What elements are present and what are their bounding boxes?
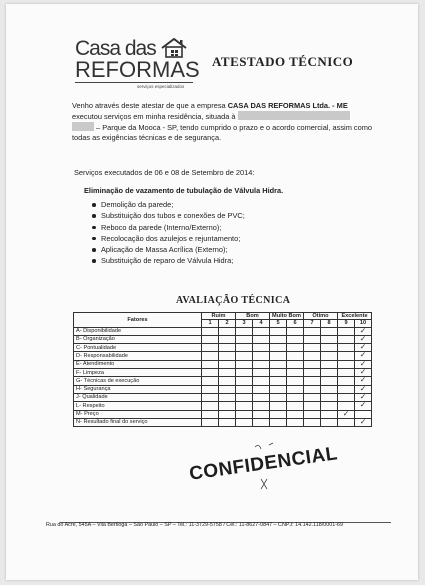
score-cell xyxy=(321,369,338,377)
score-cell xyxy=(236,377,253,385)
score-cell xyxy=(287,327,304,335)
score-cell xyxy=(236,385,253,393)
score-cell xyxy=(202,385,219,393)
table-row xyxy=(74,344,372,352)
confidential-stamp: CONFIDENCIAL xyxy=(188,443,340,485)
score-cell xyxy=(202,418,219,426)
factor-label: L- Respeito xyxy=(74,402,202,410)
table-row xyxy=(74,335,372,343)
score-cell xyxy=(321,393,338,401)
score-cell xyxy=(236,410,253,418)
score-cell xyxy=(253,360,270,368)
score-cell xyxy=(219,352,236,360)
score-cell xyxy=(253,327,270,335)
score-cell xyxy=(338,344,355,352)
score-cell xyxy=(321,385,338,393)
logo-rule xyxy=(75,82,193,83)
score-cell xyxy=(304,385,321,393)
check-mark-icon: ✓ xyxy=(359,383,367,393)
score-cell xyxy=(236,352,253,360)
score-cell xyxy=(236,369,253,377)
score-cell xyxy=(253,393,270,401)
score-cell xyxy=(202,410,219,418)
score-cell xyxy=(287,385,304,393)
score-cell xyxy=(253,344,270,352)
document-title: ATESTADO TÉCNICO xyxy=(212,54,354,69)
factor-label: F- Limpeza xyxy=(74,369,202,377)
score-header: 4 xyxy=(253,320,270,327)
company-name: CASA DAS REFORMAS Ltda. - ME xyxy=(227,101,348,110)
score-header: 10 xyxy=(355,320,372,327)
evaluation-title: AVALIAÇÃO TÉCNICA xyxy=(176,295,291,306)
score-cell xyxy=(304,393,321,401)
score-cell xyxy=(253,418,270,426)
check-mark-icon: ✓ xyxy=(359,342,367,352)
score-cell xyxy=(270,377,287,385)
score-cell xyxy=(321,327,338,335)
score-cell xyxy=(321,335,338,343)
check-mark-icon: ✓ xyxy=(359,358,367,368)
factor-label: B- Organização xyxy=(74,335,202,343)
score-cell xyxy=(304,418,321,426)
score-header: 2 xyxy=(219,320,236,327)
factor-label: N- Resultado final do serviço xyxy=(74,418,202,426)
group-header: Ruim xyxy=(202,313,236,320)
table-row xyxy=(74,360,372,368)
score-cell xyxy=(202,393,219,401)
score-cell xyxy=(304,410,321,418)
score-cell xyxy=(338,377,355,385)
factor-label: G- Técnicas de execução xyxy=(74,377,202,385)
score-cell xyxy=(338,352,355,360)
score-cell xyxy=(321,352,338,360)
score-cell xyxy=(287,360,304,368)
table-row xyxy=(74,418,372,426)
footer-address: Rua do Acre, 545A – Vila Bertioga – São Paulo – SP – Tel.: 11-3729-5758 / Cel.: 11-8627-0847 – CNPJ: 14.142.118/0001-69 xyxy=(46,522,343,528)
score-cell xyxy=(270,418,287,426)
score-header: 3 xyxy=(236,320,253,327)
score-cell xyxy=(270,327,287,335)
score-cell xyxy=(321,377,338,385)
score-header: 9 xyxy=(338,320,355,327)
score-cell xyxy=(287,402,304,410)
score-cell xyxy=(270,369,287,377)
score-cell xyxy=(304,344,321,352)
score-cell xyxy=(304,369,321,377)
score-cell xyxy=(219,369,236,377)
score-cell xyxy=(287,418,304,426)
score-cell xyxy=(338,418,355,426)
score-cell xyxy=(287,393,304,401)
score-cell xyxy=(338,360,355,368)
score-cell xyxy=(202,327,219,335)
score-cell xyxy=(236,344,253,352)
table-row xyxy=(74,369,372,377)
score-cell xyxy=(338,385,355,393)
services-heading: Eliminação de vazamento de tubulação de Válvula Hidra. xyxy=(84,186,284,195)
score-cell xyxy=(219,402,236,410)
score-cell xyxy=(304,402,321,410)
table-row xyxy=(74,402,372,410)
score-cell xyxy=(219,410,236,418)
score-cell xyxy=(253,352,270,360)
intro-text-3: – Parque da Mooca - SP, tendo cumprido o prazo e o acordo comercial, assim como todas as exigências técnicas e de segurança. xyxy=(72,123,372,142)
score-cell xyxy=(338,410,355,418)
score-cell xyxy=(219,360,236,368)
score-cell xyxy=(219,344,236,352)
score-cell xyxy=(321,418,338,426)
score-cell xyxy=(355,402,372,410)
factor-label: A- Disponibilidade xyxy=(74,327,202,335)
intro-paragraph xyxy=(72,101,372,143)
score-header: 6 xyxy=(287,320,304,327)
group-header: Bom xyxy=(236,313,270,320)
score-cell xyxy=(253,402,270,410)
score-cell xyxy=(270,393,287,401)
house-icon xyxy=(160,38,188,58)
score-cell xyxy=(287,410,304,418)
score-header: 1 xyxy=(202,320,219,327)
score-cell xyxy=(202,377,219,385)
score-cell xyxy=(287,369,304,377)
score-cell xyxy=(287,377,304,385)
score-cell xyxy=(270,352,287,360)
score-cell xyxy=(202,360,219,368)
list-item: Aplicação de Massa Acrílica (Externo); xyxy=(92,245,245,256)
score-cell xyxy=(304,360,321,368)
table-row xyxy=(74,385,372,393)
score-cell xyxy=(338,369,355,377)
score-cell xyxy=(321,344,338,352)
score-cell xyxy=(287,344,304,352)
score-cell xyxy=(253,335,270,343)
score-cell xyxy=(219,385,236,393)
score-cell xyxy=(202,402,219,410)
score-cell xyxy=(202,335,219,343)
score-cell xyxy=(355,418,372,426)
list-item: Recolocação dos azulejos e rejuntamento; xyxy=(92,234,245,245)
group-header: Muito Bom xyxy=(270,313,304,320)
services-intro: Serviços executados de 06 e 08 de Setembro de 2014: xyxy=(74,168,255,177)
table-header-groups xyxy=(74,313,372,320)
score-cell xyxy=(338,327,355,335)
list-item: Substituição de reparo de Válvula Hidra; xyxy=(92,256,245,267)
score-cell xyxy=(304,335,321,343)
score-cell xyxy=(236,335,253,343)
score-cell xyxy=(253,369,270,377)
score-cell xyxy=(219,393,236,401)
score-cell xyxy=(236,393,253,401)
factor-label: E- Atendimento xyxy=(74,360,202,368)
score-cell xyxy=(219,418,236,426)
list-item: Reboco da parede (Interno/Externo); xyxy=(92,223,245,234)
score-cell xyxy=(236,327,253,335)
group-header: Ótimo xyxy=(304,313,338,320)
score-cell xyxy=(236,418,253,426)
score-cell xyxy=(321,410,338,418)
score-cell xyxy=(253,385,270,393)
score-cell xyxy=(270,360,287,368)
intro-text-1: Venho através deste atestar de que a empresa xyxy=(72,101,228,110)
check-mark-icon: ✓ xyxy=(359,333,367,343)
evaluation-table xyxy=(73,312,372,427)
score-cell xyxy=(202,344,219,352)
score-header: 8 xyxy=(321,320,338,327)
logo-line1: Casa das xyxy=(75,37,156,60)
list-item: Substituição dos tubos e conexões de PVC; xyxy=(92,211,245,222)
score-cell xyxy=(219,335,236,343)
table-row xyxy=(74,410,372,418)
score-cell xyxy=(236,360,253,368)
document-page xyxy=(6,4,418,580)
services-list xyxy=(92,200,245,268)
factor-label: C- Pontualidade xyxy=(74,344,202,352)
factor-label: H- Segurança xyxy=(74,385,202,393)
check-mark-icon: ✓ xyxy=(359,375,367,385)
score-cell xyxy=(338,393,355,401)
score-cell xyxy=(253,410,270,418)
score-cell xyxy=(270,335,287,343)
logo-tagline: serviços especializados xyxy=(137,84,185,89)
check-mark-icon: ✓ xyxy=(359,400,367,410)
factor-label: J- Qualidade xyxy=(74,393,202,401)
score-cell xyxy=(304,352,321,360)
check-mark-icon: ✓ xyxy=(359,416,367,426)
score-header: 5 xyxy=(270,320,287,327)
score-cell xyxy=(270,410,287,418)
table-row xyxy=(74,327,372,335)
score-cell xyxy=(236,402,253,410)
score-cell xyxy=(202,352,219,360)
score-cell xyxy=(202,369,219,377)
table-row xyxy=(74,393,372,401)
check-mark-icon: ✓ xyxy=(359,367,367,377)
score-cell xyxy=(253,377,270,385)
check-mark-icon: ✓ xyxy=(359,350,367,360)
list-item: Demolição da parede; xyxy=(92,200,245,211)
check-mark-icon: ✓ xyxy=(359,391,367,401)
check-mark-icon: ✓ xyxy=(359,325,367,335)
factors-header: Fatores xyxy=(74,313,202,328)
score-cell xyxy=(270,344,287,352)
score-cell xyxy=(287,352,304,360)
score-cell xyxy=(321,360,338,368)
redacted-address xyxy=(238,111,350,120)
score-cell xyxy=(321,402,338,410)
score-cell xyxy=(304,377,321,385)
evaluation-body xyxy=(74,327,372,427)
score-cell xyxy=(287,335,304,343)
group-header: Excelente xyxy=(338,313,372,320)
score-cell xyxy=(270,402,287,410)
score-cell xyxy=(219,377,236,385)
factor-label: M- Preço xyxy=(74,410,202,418)
score-cell xyxy=(304,327,321,335)
check-mark-icon: ✓ xyxy=(342,408,350,418)
logo-line2: REFORMAS xyxy=(75,57,200,82)
table-row xyxy=(74,352,372,360)
score-cell xyxy=(219,327,236,335)
table-row xyxy=(74,377,372,385)
company-logo xyxy=(75,37,200,94)
redacted-number xyxy=(72,122,94,131)
intro-text-2: executou serviços em minha residência, situada à xyxy=(72,112,238,121)
score-cell xyxy=(338,335,355,343)
score-header: 7 xyxy=(304,320,321,327)
score-cell xyxy=(270,385,287,393)
factor-label: D- Responsabilidade xyxy=(74,352,202,360)
